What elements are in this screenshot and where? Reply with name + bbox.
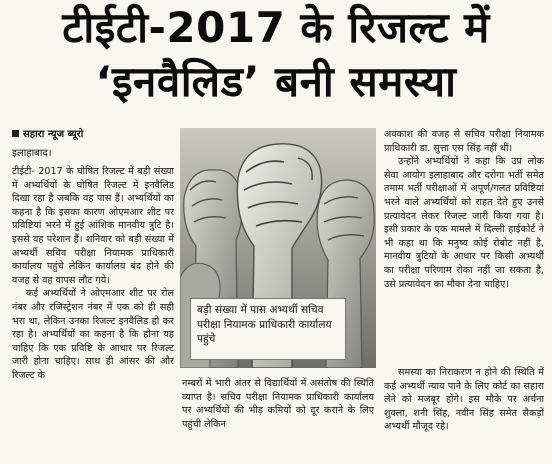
paragraph: समस्या का निराकरण न होने की स्थिति में कई अभ्यर्थी न्याय पाने के लिए कोर्ट का सहारा लेने को मजबूर होंगे। इस मौके पर अर्चना शुक्ला, शनी सिंह, नवीन सिंह समेत सैकड़ों अभ्यर्थी मौजूद रहे।	[384, 367, 544, 433]
paragraph: कई अभ्यर्थियों ने ओएमआर शीट पर रोल नंबर और रजिस्ट्रेशन नंबर में एक को ही सही भरा था, लेकिन उनका रिजल्ट इनवैलिड हो कर रहा है। अभ्यर्थियों का कहना है कि होना यह चाहिए कि एक प्रविष्टि के आधार पर रिजल्ट जारी होना चाहिए। साथ ही आंसर की और रिजल्ट के	[12, 288, 174, 381]
photo-caption: बड़ी संख्या में पास अभ्यर्थी सचिव परीक्षा नियामक प्राधिकारी कार्यालय पहुंचे	[190, 298, 346, 360]
article-column-3-end	[384, 366, 544, 458]
square-bullet-icon	[12, 130, 19, 137]
headline-line-1: टीईटी-2017 के रिजल्ट में	[62, 3, 490, 52]
paragraph: अवकाश की वजह से सचिव परीक्षा नियामक प्राधिकारी डा. सुत्ता एस सिंह नहीं थीं।	[384, 129, 544, 154]
article-column-3	[384, 128, 544, 366]
dateline: इलाहाबाद।	[12, 148, 52, 159]
byline-text: सहारा न्यूज ब्यूरो	[23, 129, 84, 140]
headline-line-2: ‘इनवैलिड’ बनी समस्या	[95, 57, 457, 106]
paragraph: टीईटी- 2017 के घोषित रिजल्ट में बड़ी संख्या में अभ्यर्थियों के घोषित रिजल्ट में इनवैलिड दिखा रहा है जबकि वह पास हैं। अभ्यर्थियों का कहना है कि इसका कारण ओएमआर शीट पर प्रविष्टियां भरने में हुई आंशिक मानवीय त्रुटि है। इससे वह परेशान हैं। शनिवार को बड़ी संख्या में अभ्यर्थी सचिव परीक्षा नियामक प्राधिकारी कार्यालय पहुंचे लेकिन कार्यालय बंद होने की वजह से वह वापस लौट गये।	[12, 166, 174, 286]
article-column-2-bottom	[182, 377, 374, 459]
paragraph: नम्बरों में भारी अंतर से विद्यार्थियों में असंतोष की स्थिति व्याप्त है। सचिव परीक्षा नियामक प्राधिकारी कार्यालय पर अभ्यर्थियों की भीड़ कमियों को दूर कराने के लिए पहुंची लेकिन	[182, 378, 374, 430]
article-column-1	[12, 165, 174, 457]
byline	[12, 128, 83, 141]
paragraph: उन्होंने अभ्यर्थियों ने कहा कि उप्र लोक सेवा आयोग इलाहाबाद और दरोगा भर्ती समेत तमाम भर्ती परीक्षाओं में अपूर्ण/गलत प्रविष्टियां भरने वाले अभ्यर्थियों को राहत देते हुए उनसे प्रत्यावेदन लेकर रिजल्ट जारी किया गया है। इसी प्रकार के एक मामले में दिल्ली हाईकोर्ट ने भी कहा था कि मनुष्य कोई रोबोट नहीं है, मानवीय त्रुटियों के आधार पर किसी अभ्यर्थी का परीक्षा परिणाम रोका नहीं जा सकता है, उसे प्रत्यावेदन का मौका देना चाहिए।	[384, 156, 544, 290]
